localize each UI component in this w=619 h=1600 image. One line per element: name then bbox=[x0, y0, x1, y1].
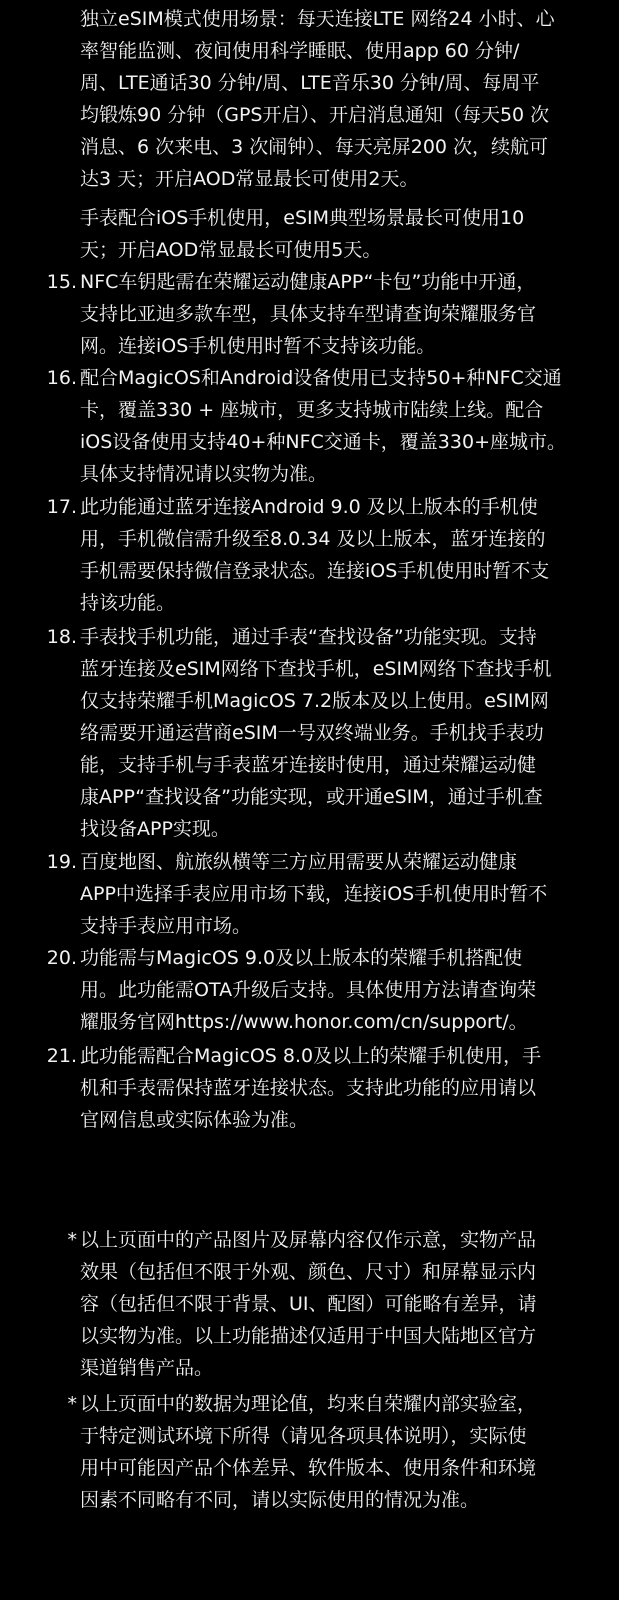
note-number: 19. bbox=[46, 851, 77, 873]
note-line: 网。连接iOS手机使用时暂不支持该功能。 bbox=[80, 335, 436, 357]
note-line: 持该功能。 bbox=[80, 592, 176, 614]
note-line: 百度地图、航旅纵横等三方应用需要从荣耀运动健康 bbox=[80, 851, 518, 873]
disclaimer-line: 以上页面中的数据为理论值，均来自荣耀内部实验室， bbox=[80, 1393, 537, 1415]
note-line: 手机需要保持微信登录状态。连接iOS手机使用时暂不支 bbox=[80, 560, 550, 582]
note-line: 康APP“查找设备”功能实现，或开通eSIM，通过手机查 bbox=[80, 786, 543, 808]
note-line: APP中选择手表应用市场下载，连接iOS手机使用时暂不 bbox=[80, 883, 548, 905]
note-line: 仅支持荣耀手机MagicOS 7.2版本及以上使用。eSIM网 bbox=[80, 690, 549, 712]
note-line: 官网信息或实际体验为准。 bbox=[80, 1109, 309, 1131]
note-number: 16. bbox=[46, 367, 77, 389]
note-line: 卡，覆盖330 + 座城市，更多支持城市陆续上线。配合 bbox=[80, 399, 544, 421]
note-line: 此功能通过蓝牙连接Android 9.0 及以上版本的手机使 bbox=[80, 496, 538, 518]
note-line: 手表找手机功能，通过手表“查找设备”功能实现。支持 bbox=[80, 626, 537, 648]
note-line: 络需要开通运营商eSIM一号双终端业务。手机找手表功 bbox=[80, 722, 544, 744]
disclaimer-marker: * bbox=[67, 1393, 77, 1415]
note-14-line: 独立eSIM模式使用场景：每天连接LTE 网络24 小时、心 bbox=[80, 8, 555, 30]
note-number: 18. bbox=[46, 626, 77, 648]
note-line: 机和手表需保持蓝牙连接状态。支持此功能的应用请以 bbox=[80, 1077, 537, 1099]
note-line: 能，支持手机与手表蓝牙连接时使用，通过荣耀运动健 bbox=[80, 754, 537, 776]
disclaimer-line: 于特定测试环境下所得（请见各项具体说明），实际使 bbox=[80, 1425, 527, 1447]
note-14-line: 率智能监测、夜间使用科学睡眠、使用app 60 分钟/ bbox=[80, 40, 520, 62]
note-number: 15. bbox=[46, 271, 77, 293]
note-14-line: 手表配合iOS手机使用，eSIM典型场景最长可使用10 bbox=[80, 207, 525, 229]
note-line: 配合MagicOS和Android设备使用已支持50+种NFC交通 bbox=[80, 367, 562, 389]
note-line: 用，手机微信需升级至8.0.34 及以上版本，蓝牙连接的 bbox=[80, 528, 546, 550]
note-line: NFC车钥匙需在荣耀运动健康APP“卡包”功能中开通， bbox=[80, 271, 536, 293]
note-line: 支持比亚迪多款车型，具体支持车型请查询荣耀服务官 bbox=[80, 303, 537, 325]
disclaimer-line: 以实物为准。以上功能描述仅适用于中国大陆地区官方 bbox=[80, 1325, 537, 1347]
note-14-line: 天；开启AOD常显最长可使用5天。 bbox=[80, 239, 382, 261]
disclaimer-line: 用中可能因产品个体差异、软件版本、使用条件和环境 bbox=[80, 1457, 537, 1479]
disclaimer-line: 以上页面中的产品图片及屏幕内容仅作示意，实物产品 bbox=[80, 1229, 537, 1251]
note-number: 21. bbox=[46, 1045, 77, 1067]
disclaimer-marker: * bbox=[67, 1229, 77, 1251]
note-line: 找设备APP实现。 bbox=[80, 818, 230, 840]
note-line: 功能需与MagicOS 9.0及以上版本的荣耀手机搭配使 bbox=[80, 947, 523, 969]
note-number: 17. bbox=[46, 496, 77, 518]
disclaimer-line: 渠道销售产品。 bbox=[80, 1357, 214, 1379]
disclaimer-line: 效果（包括但不限于外观、颜色、尺寸）和屏幕显示内 bbox=[80, 1261, 537, 1283]
note-number: 20. bbox=[46, 947, 77, 969]
note-line: 耀服务官网https://www.honor.com/cn/support/。 bbox=[80, 1011, 528, 1033]
disclaimer-line: 因素不同略有不同，请以实际使用的情况为准。 bbox=[80, 1489, 480, 1511]
note-14-line: 达3 天；开启AOD常显最长可使用2天。 bbox=[80, 168, 419, 190]
note-line: 支持手表应用市场。 bbox=[80, 915, 252, 937]
note-line: 具体支持情况请以实物为准。 bbox=[80, 463, 328, 485]
note-line: 蓝牙连接及eSIM网络下查找手机，eSIM网络下查找手机 bbox=[80, 658, 552, 680]
note-line: iOS设备使用支持40+种NFC交通卡，覆盖330+座城市。 bbox=[80, 431, 566, 453]
note-14-line: 周、LTE通话30 分钟/周、LTE音乐30 分钟/周、每周平 bbox=[80, 72, 540, 94]
note-14-line: 均锻炼90 分钟（GPS开启）、开启消息通知（每天50 次 bbox=[80, 104, 550, 126]
disclaimer-line: 容（包括但不限于背景、UI、配图）可能略有差异，请 bbox=[80, 1293, 537, 1315]
note-line: 此功能需配合MagicOS 8.0及以上的荣耀手机使用，手 bbox=[80, 1045, 542, 1067]
note-line: 用。此功能需OTA升级后支持。具体使用方法请查询荣 bbox=[80, 979, 537, 1001]
note-14-line: 消息、6 次来电、3 次闹钟）、每天亮屏200 次，续航可 bbox=[80, 136, 549, 158]
